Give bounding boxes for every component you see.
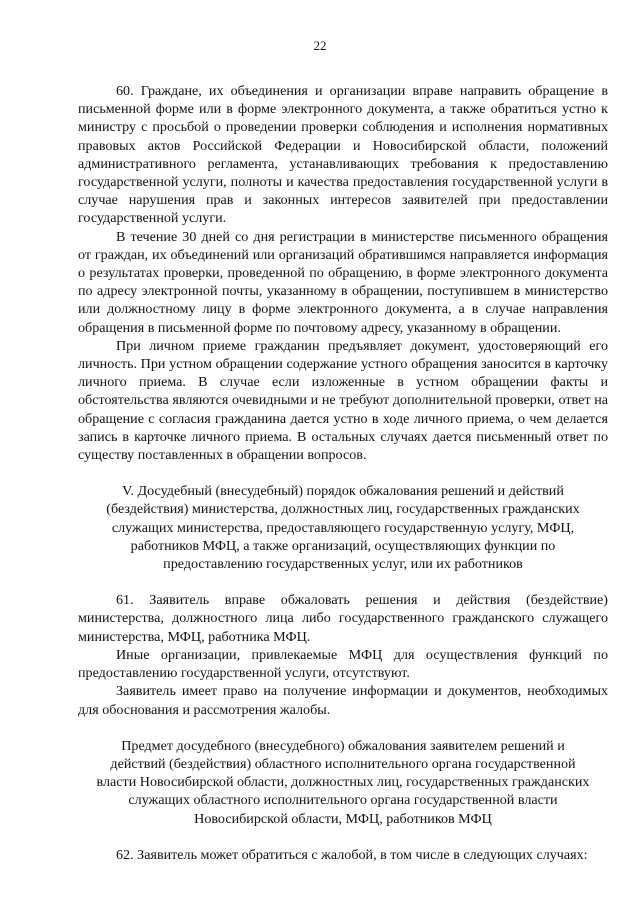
paragraph-61: 61. Заявитель вправе обжаловать решения и действия (бездействие) министерства, должностного лица либо государственного гражданского служащего министерства, МФЦ, работника МФЦ.	[78, 592, 608, 645]
paragraph-30-days: В течение 30 дней со дня регистрации в министерстве письменного обращения от граждан, их объединений или организаций обратившимся направляется информация о результатах проверки, проведенной по обращению, в форме электронного документа по адресу электронной почты, указанному в обращении, поступившем в министерство или должностному лицу в форме электронного документа, а в случае направления обращения в письменной форме по почтовому адресу, указанному в обращении.	[78, 228, 608, 336]
paragraph-personal-reception: При личном приеме гражданин предъявляет документ, удостоверяющий его личность. При устном обращении содержание устного обращения заносится в карточку личного приема. В случае если изложенные в устном обращении факты и обстоятельства являются очевидными и не требуют дополнительной проверки, ответ на обращение с согласия гражданина дается устно в ходе личного приема, о чем делается запись в карточке личного приема. В остальных случаях дается письменный ответ по существу поставленных в обращении вопросов.	[78, 337, 608, 464]
paragraph-applicant-rights: Заявитель имеет право на получение информации и документов, необходимых для обоснования и рассмотрения жалобы.	[78, 683, 608, 718]
subheading-appeal-subject: Предмет досудебного (внесудебного) обжалования заявителем решений и действий (бездействия) областного исполнительного органа государственной власти Новосибирской области, должностных лиц, государственных гражданских служащих областного исполнительного органа государственной власти Новосибирской области, МФЦ, работников МФЦ	[96, 737, 590, 827]
paragraph-other-organizations: Иные организации, привлекаемые МФЦ для осуществления функций по предоставлению государственной услуги, отсутствуют.	[78, 646, 608, 682]
page-number: 22	[313, 38, 327, 53]
section-heading-v: V. Досудебный (внесудебный) порядок обжалования решений и действий (бездействия) министерства, должностных лиц, государственных гражданских служащих министерства, предоставляющего государственную услугу, МФЦ, работников МФЦ, а также организаций, осуществляющих функции по предоставлению государственных услуг, или их работников	[106, 483, 580, 573]
document-body	[78, 82, 608, 864]
paragraph-60: 60. Граждане, их объединения и организации вправе направить обращение в письменной форме или в форме электронного документа, а также обратиться устно к министру с просьбой о проведении проверки соблюдения и исполнения нормативных правовых актов Российской Федерации и Новосибирской области, положений административного регламента, устанавливающих требования к предоставлению государственной услуги, полноты и качества предоставления государственной услуги в случае нарушения прав и законных интересов заявителей при предоставлении государственной услуги.	[78, 83, 608, 227]
paragraph-62: 62. Заявитель может обратиться с жалобой, в том числе в следующих случаях:	[116, 846, 588, 863]
